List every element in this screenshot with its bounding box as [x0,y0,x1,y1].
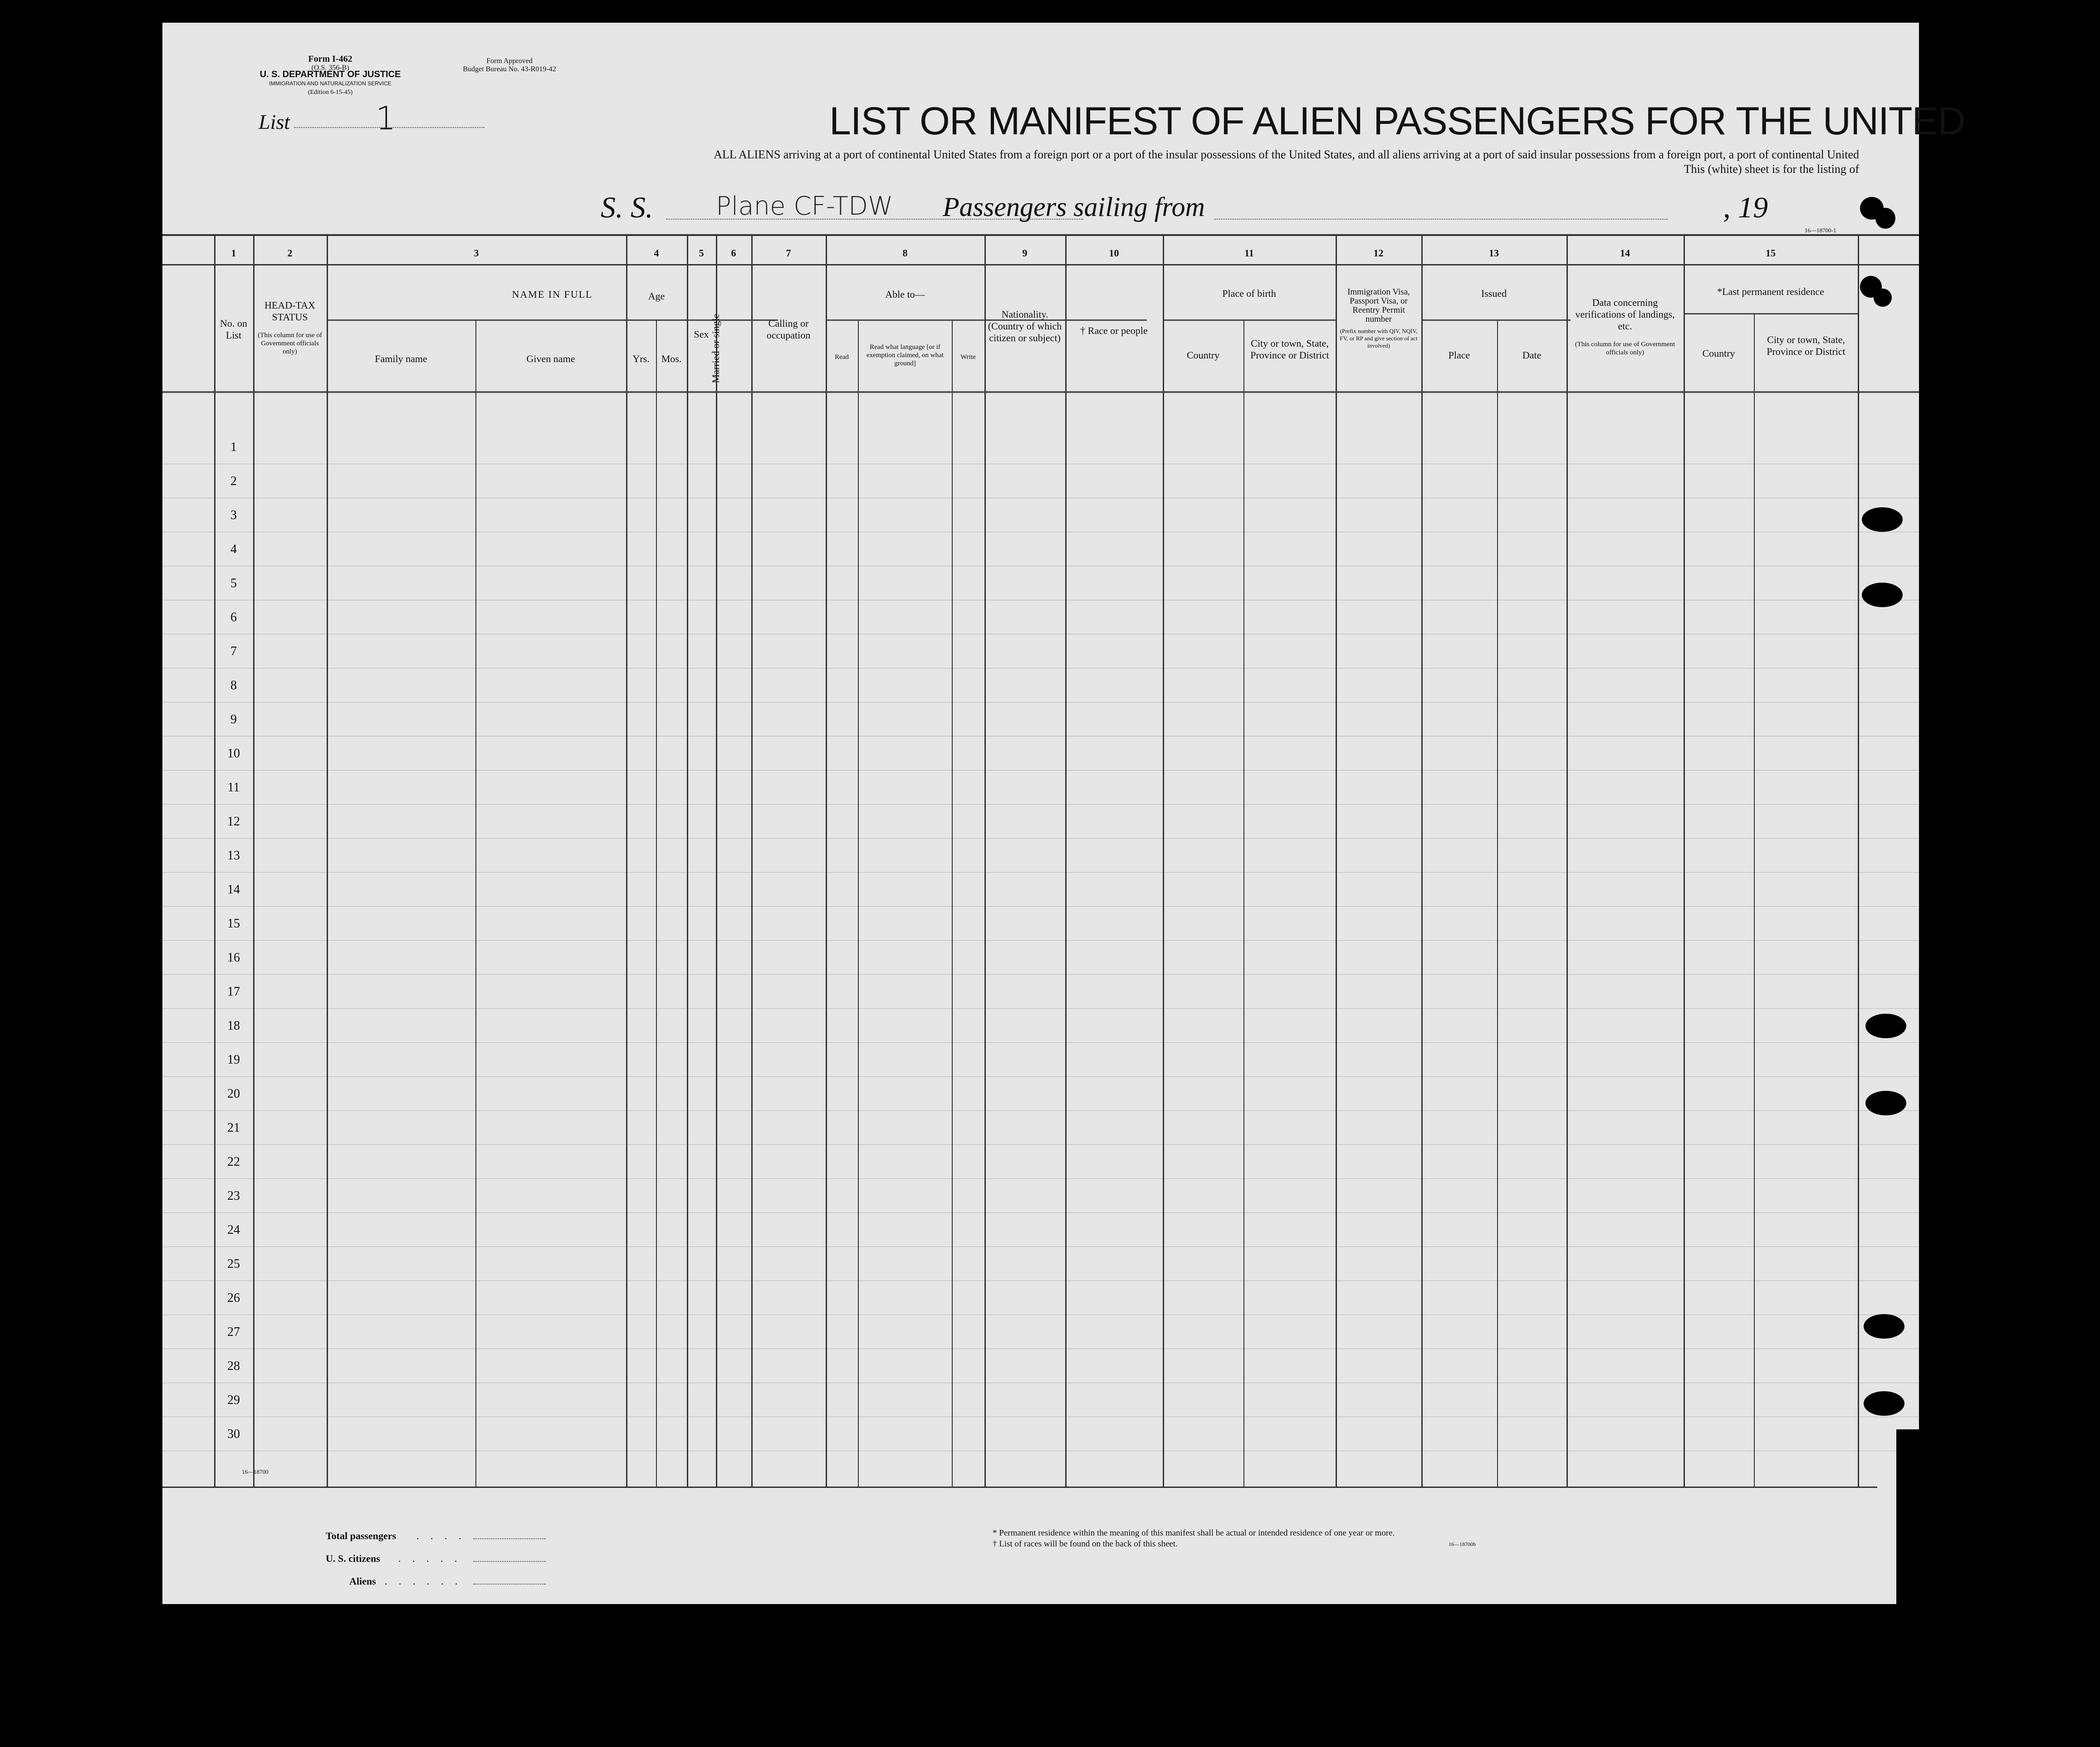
us-citizens-field [473,1561,546,1562]
header-verifications: Data concerning verifications of landings, etc. [1575,297,1675,332]
col-divider [751,234,753,1487]
col-divider [858,319,859,1487]
header-given-name: Given name [526,353,575,364]
birth-split-rule [1163,319,1336,321]
header-age: Age [648,290,665,302]
row-line [162,1008,1919,1009]
col-divider [826,234,827,1487]
header-occupation: Calling or occupation [766,318,811,341]
col-number: 3 [474,247,479,259]
form-approved: Form Approved [486,57,533,65]
print-code: 16—18700 [242,1468,269,1475]
row-line [162,906,1919,907]
residence-footnote: * Permanent residence within the meaning of this manifest shall be actual or intended residence of one year or more. [993,1528,1395,1538]
sailing-label: Passengers sailing from [943,192,1205,222]
header-name-in-full: NAME IN FULL [512,289,593,300]
row-number: 28 [227,1359,240,1373]
col-number: 2 [287,247,293,259]
service-label: IMMIGRATION AND NATURALIZATION SERVICE [269,80,392,87]
header-head-tax: HEAD-TAX STATUS [264,299,315,323]
row-number: 11 [227,780,240,795]
page-title: LIST OR MANIFEST OF ALIEN PASSENGERS FOR THE UNITED [829,99,1966,143]
col-number: 14 [1620,247,1630,259]
number-row-rule [162,264,1919,265]
col-divider [716,234,717,1487]
header-no-on-list: No. on List [220,318,247,341]
col-number: 9 [1022,247,1028,259]
row-line [162,1178,1919,1179]
total-passengers-dots: . . . . [416,1530,466,1541]
instructions: ALL ALIENS arriving at a port of continental United States from a foreign port or a port of the insular possessions of the United States, and all aliens arriving at a port of said insular possessions from a foreign port, a port of continental United [714,148,1859,161]
header-last-residence: *Last permanent residence [1717,286,1824,297]
row-line [162,1144,1919,1145]
row-number: 14 [227,883,240,897]
header-birth-city: City or town, State, Province or District [1250,338,1329,361]
col-number: 4 [654,247,659,259]
col-number: 10 [1109,247,1119,259]
aliens-dots: . . . . . . [385,1575,462,1587]
row-number: 30 [227,1427,240,1441]
row-number: 19 [227,1053,240,1067]
row-number: 13 [227,849,240,863]
year-label: , 19 [1723,191,1768,224]
row-number: 15 [227,917,240,931]
col-divider [687,234,688,1487]
header-verifications-note: (This column for use of Government officials only) [1575,341,1675,356]
header-read: Read [835,353,849,361]
row-line [162,1076,1919,1077]
col-divider [475,319,476,1487]
col-divider [327,234,328,1487]
row-number: 23 [227,1189,240,1203]
header-bottom-rule [162,391,1919,393]
ss-label: S. S. [601,191,653,224]
header-visa-note: (Prefix number with QIV, NQIV, FV, or RP and give section of act involved) [1340,328,1418,349]
row-line [162,872,1919,873]
approval-block [444,57,575,74]
col-divider [626,234,627,1487]
binder-hole [1875,208,1895,229]
budget-number: Budget Bureau No. 43-R019-42 [463,65,556,73]
col-divider [984,234,986,1487]
row-number: 2 [230,474,237,488]
col-number: 12 [1373,247,1384,259]
col-divider [1497,319,1498,1487]
col-number: 13 [1489,247,1499,259]
row-number: 29 [227,1393,240,1407]
aliens-label: Aliens [349,1575,376,1587]
torn-edge [1896,1429,1924,1634]
total-passengers-label: Total passengers [326,1530,397,1541]
header-residence-city: City or town, State, Province or District [1767,334,1845,357]
header-nationality: Nationality. (Country of which citizen or subject) [988,309,1062,344]
row-number: 7 [230,644,237,658]
col-number: 7 [786,247,791,259]
col-number: 6 [731,247,736,259]
sailing-field [1214,219,1668,220]
agency-block [244,70,416,97]
row-line [162,1042,1919,1043]
print-code-2: 16—18700b [1449,1541,1476,1547]
col-number: 5 [699,247,704,259]
total-passengers-field [473,1538,546,1539]
col-divider [253,234,255,1487]
binder-hole [1865,1091,1906,1115]
row-number: 6 [230,610,237,624]
header-birth-country: Country [1186,349,1220,361]
row-number: 1 [230,440,237,454]
header-able-to: Able to— [885,289,925,300]
row-number: 21 [227,1121,240,1135]
form-number: Form I-462 [308,54,352,64]
header-sex: Sex [694,329,709,340]
binder-hole [1865,1014,1906,1038]
corner-code: 16—18700-1 [1805,227,1836,234]
col-divider [1858,234,1859,1487]
row-line [162,1110,1919,1111]
col-divider [1243,319,1244,1487]
header-issued-place: Place [1448,349,1470,361]
row-number: 25 [227,1257,240,1271]
col-divider [1754,313,1755,1487]
col-divider [1065,234,1067,1487]
row-number: 27 [227,1325,240,1339]
col-divider [1163,234,1164,1487]
row-number: 22 [227,1155,240,1169]
row-number: 8 [230,678,237,692]
header-visa: Immigration Visa, Passport Visa, or Reentry Permit number [1347,287,1410,324]
row-number: 3 [230,508,237,522]
header-issued-date: Date [1522,349,1542,361]
row-line [162,974,1919,975]
manifest-sheet [162,23,1966,1604]
row-line [162,1246,1919,1247]
row-number: 26 [227,1291,240,1305]
edition-label: (Edition 6-15-45) [308,89,353,96]
table-bottom-rule [162,1487,1877,1488]
race-footnote: † List of races will be found on the back of this sheet. [993,1539,1178,1549]
binder-hole [1874,289,1892,307]
col-divider [1566,234,1568,1487]
row-line [162,1212,1919,1213]
col-divider [1336,234,1337,1487]
row-number: 12 [227,815,240,829]
row-number: 18 [227,1019,240,1033]
residence-split-rule [1684,313,1858,314]
form-sub: (O.S. 356-B) [311,64,349,72]
header-age-mos: Mos. [661,353,682,364]
header-race: † Race or people [1080,325,1148,336]
header-write: Write [960,353,976,361]
row-line [162,940,1919,941]
row-number: 4 [230,542,237,556]
binder-hole [1864,1391,1904,1416]
row-number: 17 [227,985,240,999]
able-split-rule [826,319,1147,321]
header-place-of-birth: Place of birth [1222,288,1276,299]
binder-hole [1862,583,1903,607]
header-read-language: Read what language [or if exemption claimed, on what ground] [866,344,944,367]
instructions-2: This (white) sheet is for the listing of [1684,162,1859,176]
aliens-field [473,1584,546,1585]
col-number: 8 [902,247,908,259]
row-line [162,838,1919,839]
header-married-single: Married or single [710,314,721,383]
col-divider [656,319,657,1487]
header-top-rule [162,234,1919,236]
col-number: 15 [1766,247,1776,259]
header-age-yrs: Yrs. [632,353,650,364]
col-divider [1684,234,1685,1487]
col-divider [1421,234,1423,1487]
col-divider [952,319,953,1487]
row-number: 9 [230,712,237,726]
header-family-name: Family name [375,353,427,364]
row-line [162,804,1919,805]
department-label: U. S. DEPARTMENT OF JUSTICE [259,69,401,79]
header-residence-country: Country [1702,348,1735,359]
row-number: 24 [227,1223,240,1237]
us-citizens-label: U. S. citizens [326,1553,380,1564]
row-number: 20 [227,1087,240,1101]
col-number: 11 [1244,247,1254,259]
issued-split-rule [1421,319,1571,321]
binder-hole [1862,507,1903,532]
header-issued: Issued [1481,288,1507,299]
list-label: List [259,110,290,133]
vessel-value: Plane CF-TDW [716,191,893,221]
row-number: 10 [227,746,240,761]
us-citizens-dots: . . . . . [398,1553,462,1564]
list-value: 1 [376,100,396,137]
header-head-tax-note: (This column for use of Government officials only) [258,332,322,355]
row-number: 5 [230,576,237,590]
binder-hole [1864,1314,1904,1339]
row-number: 16 [227,951,240,965]
col-number: 1 [231,247,236,259]
